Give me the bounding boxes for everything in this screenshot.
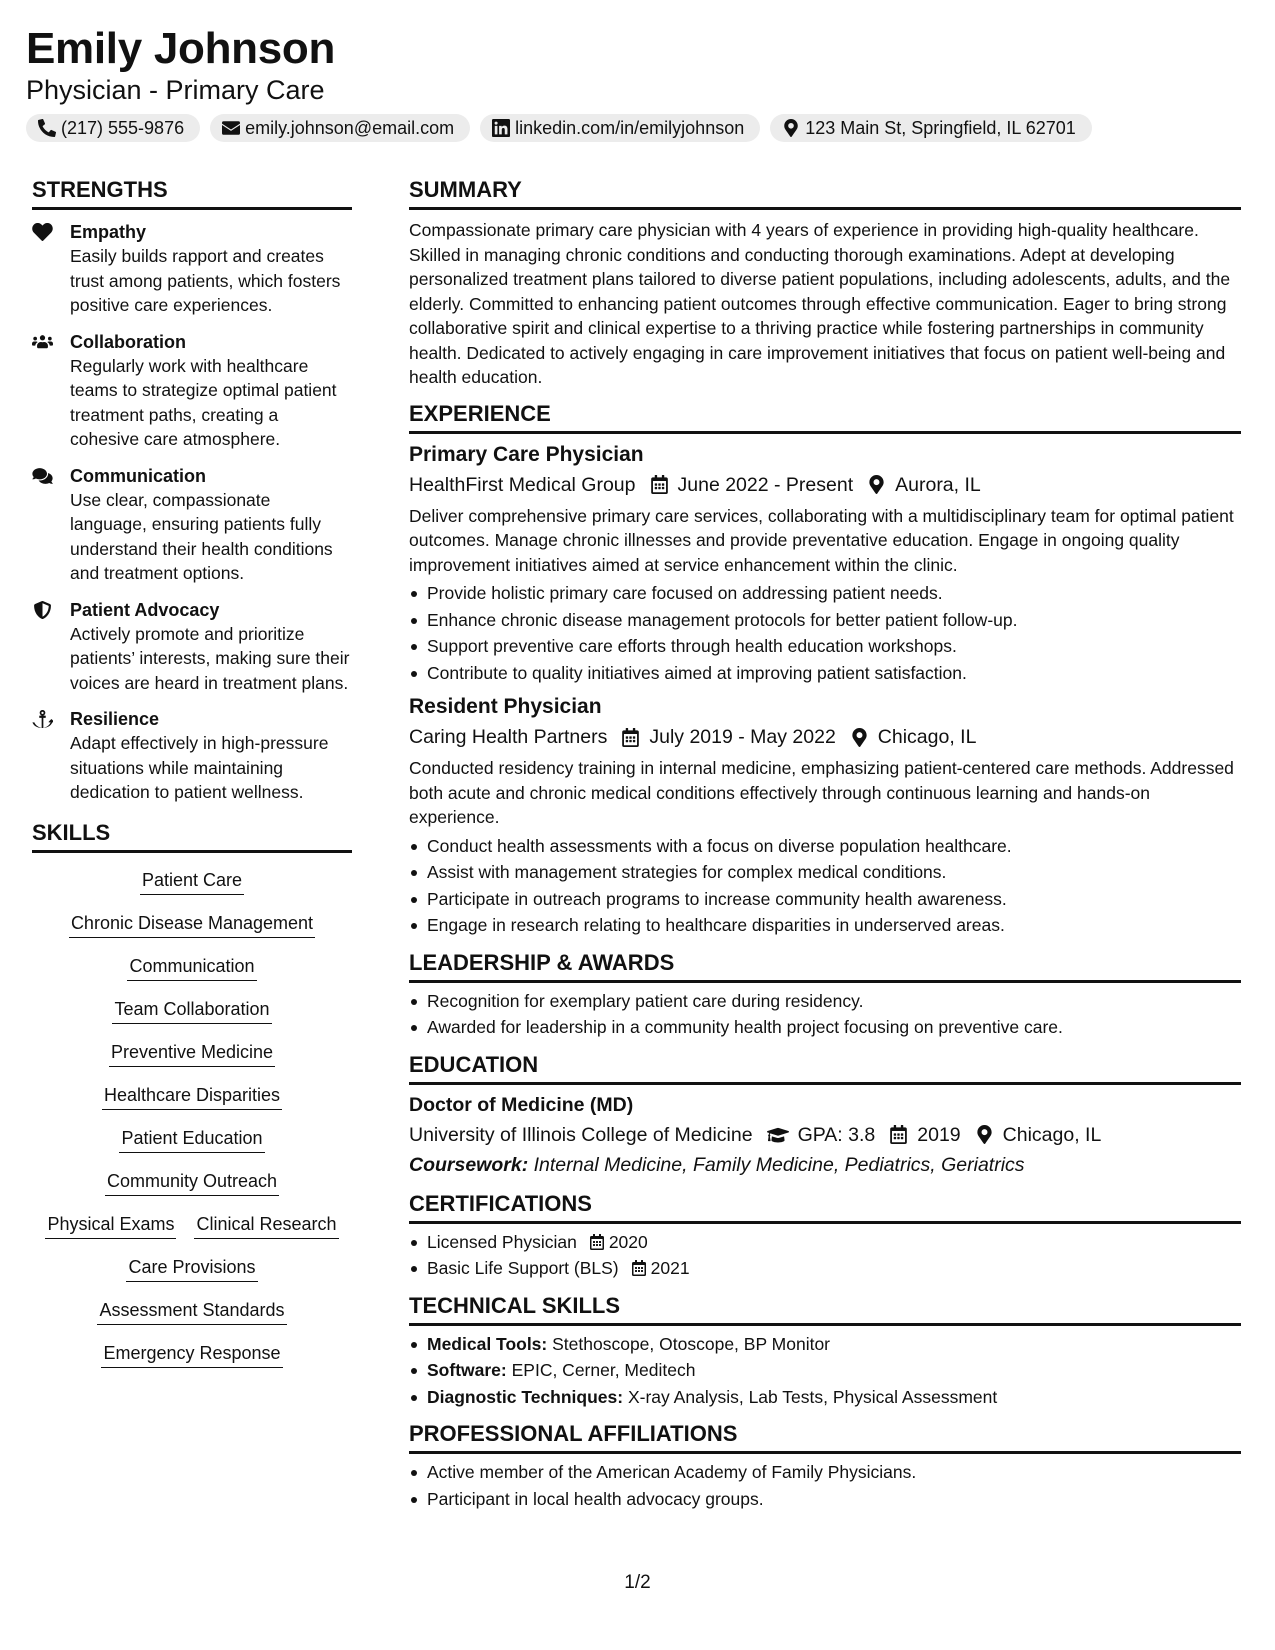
certifications-section	[409, 1190, 1241, 1282]
list-item	[409, 1229, 1241, 1256]
list-item	[409, 1255, 1241, 1282]
job-entry	[409, 692, 1241, 939]
list-item: Provide holistic primary care focused on addressing patient needs.	[409, 580, 1241, 607]
list-item: Recognition for exemplary patient care during residency.	[409, 988, 1241, 1015]
list-item: Support preventive care efforts through health education workshops.	[409, 633, 1241, 660]
contact-address	[770, 114, 1092, 142]
technical-skills-list	[409, 1331, 1241, 1411]
calendar-icon	[650, 475, 669, 494]
tech-value: EPIC, Cerner, Meditech	[511, 1360, 696, 1380]
summary-title: SUMMARY	[409, 176, 1241, 210]
graduation-cap-icon	[767, 1125, 789, 1144]
job-dates: June 2022 - Present	[677, 473, 854, 496]
envelope-icon	[222, 119, 240, 137]
strength-title: Empathy	[70, 222, 147, 242]
coursework-label: Coursework:	[409, 1153, 529, 1176]
job-meta	[409, 722, 1241, 752]
contact-phone-text: (217) 555-9876	[61, 117, 185, 138]
summary-section	[409, 176, 1241, 390]
strength-desc: Actively promote and prioritize patients’ interests, making sure their voices are heard in treatment plans.	[70, 623, 350, 693]
calendar-icon	[589, 1234, 605, 1250]
job-company: HealthFirst Medical Group	[409, 473, 636, 496]
education-year: 2019	[917, 1123, 961, 1146]
education-section	[409, 1051, 1241, 1180]
left-column	[32, 176, 352, 1383]
technical-skills-section	[409, 1292, 1241, 1411]
job-entry	[409, 440, 1241, 687]
skill-tag: Clinical Research	[194, 1211, 338, 1239]
job-bullets	[409, 580, 1241, 686]
affiliations-title: PROFESSIONAL AFFILIATIONS	[409, 1420, 1241, 1454]
contact-linkedin-text: linkedin.com/in/emilyjohnson	[515, 117, 745, 138]
right-column	[409, 176, 1241, 1522]
awards-list	[409, 988, 1241, 1041]
list-item: Engage in research relating to healthcare disparities in underserved areas.	[409, 912, 1241, 939]
map-pin-icon	[850, 728, 869, 747]
education-meta	[409, 1120, 1241, 1150]
linkedin-icon	[492, 119, 510, 137]
calendar-icon	[621, 728, 640, 747]
map-pin-icon	[867, 475, 886, 494]
awards-section	[409, 949, 1241, 1041]
certifications-list	[409, 1229, 1241, 1282]
list-item: Active member of the American Academy of Family Physicians.	[409, 1459, 1241, 1486]
strength-item	[32, 707, 352, 805]
job-meta	[409, 470, 1241, 500]
contact-bar	[26, 114, 1256, 142]
job-location: Aurora, IL	[895, 473, 981, 496]
tech-label: Software:	[427, 1360, 507, 1380]
strength-item	[32, 220, 352, 318]
skill-tag: Team Collaboration	[112, 996, 271, 1024]
contact-email[interactable]	[210, 114, 470, 142]
job-description: Conducted residency training in internal medicine, emphasizing patient-centered care methods. Addressed both acute and chronic medical conditions effectively through continuous learning and hands-on experience.	[409, 758, 1234, 827]
strength-item	[32, 330, 352, 452]
map-pin-icon	[975, 1125, 994, 1144]
skill-tag: Preventive Medicine	[109, 1039, 275, 1067]
comments-icon	[32, 467, 53, 485]
map-pin-icon	[782, 119, 800, 137]
strength-title: Patient Advocacy	[70, 599, 220, 620]
resume-header	[26, 22, 1256, 142]
skill-tag: Assessment Standards	[97, 1297, 286, 1325]
strength-desc: Regularly work with healthcare teams to strategize optimal patient treatment paths, creating a cohesive care atmosphere.	[70, 355, 337, 449]
list-item: Assist with management strategies for complex medical conditions.	[409, 859, 1241, 886]
cert-year: 2021	[650, 1258, 690, 1278]
skill-tag: Emergency Response	[101, 1340, 282, 1368]
list-item	[409, 1384, 1241, 1411]
phone-icon	[38, 119, 56, 137]
strength-item	[32, 464, 352, 586]
tech-label: Diagnostic Techniques:	[427, 1386, 624, 1407]
candidate-name: Emily Johnson	[26, 24, 336, 73]
degree-title: Doctor of Medicine (MD)	[409, 1093, 634, 1116]
awards-title: LEADERSHIP & AWARDS	[409, 949, 1241, 983]
cert-name: Basic Life Support (BLS)	[427, 1258, 619, 1278]
job-title: Resident Physician	[409, 695, 602, 718]
skills-list	[32, 867, 352, 1383]
calendar-icon	[889, 1125, 908, 1144]
page-number: 1/2	[624, 1572, 651, 1593]
contact-linkedin[interactable]	[480, 114, 760, 142]
coursework-list: Internal Medicine, Family Medicine, Pediatrics, Geriatrics	[533, 1153, 1025, 1176]
job-company: Caring Health Partners	[409, 726, 608, 748]
strength-item	[32, 598, 352, 696]
tech-value: X-ray Analysis, Lab Tests, Physical Assessment	[627, 1386, 998, 1407]
strength-title: Resilience	[70, 709, 160, 729]
candidate-role: Physician - Primary Care	[26, 75, 325, 105]
tech-label: Medical Tools:	[427, 1333, 548, 1354]
job-description: Deliver comprehensive primary care services, collaborating with a multidisciplinary team for optimal patient outcomes. Manage chronic illnesses and provide preventative education. Engage in ongoing quality improvement initiatives aimed at service enhancement within the clinic.	[409, 505, 1234, 575]
coursework-line	[409, 1150, 1241, 1180]
education-gpa: GPA: 3.8	[797, 1123, 876, 1146]
strength-title: Communication	[70, 465, 207, 486]
list-item: Conduct health assessments with a focus on diverse population healthcare.	[409, 833, 1241, 860]
strength-desc: Easily builds rapport and creates trust among patients, which fosters positive care experiences.	[70, 246, 341, 315]
certifications-title: CERTIFICATIONS	[409, 1190, 1241, 1224]
list-item	[409, 1357, 1241, 1384]
contact-email-text: emily.johnson@email.com	[245, 117, 455, 138]
skill-tag: Community Outreach	[105, 1168, 279, 1196]
strength-desc: Adapt effectively in high-pressure situations while maintaining dedication to patient wellness.	[70, 733, 329, 802]
affiliations-list	[409, 1459, 1241, 1512]
cert-name: Licensed Physician	[427, 1231, 577, 1252]
list-item	[409, 1331, 1241, 1358]
users-icon	[32, 333, 53, 351]
strengths-list	[32, 220, 352, 805]
education-location: Chicago, IL	[1002, 1123, 1102, 1146]
list-item: Participant in local health advocacy groups.	[409, 1486, 1241, 1513]
job-location: Chicago, IL	[877, 726, 977, 748]
cert-year: 2020	[608, 1231, 648, 1252]
list-item: Participate in outreach programs to increase community health awareness.	[409, 886, 1241, 913]
experience-title: EXPERIENCE	[409, 400, 1241, 434]
job-bullets	[409, 833, 1241, 939]
contact-address-text: 123 Main St, Springfield, IL 62701	[805, 117, 1076, 138]
job-dates: July 2019 - May 2022	[649, 726, 836, 748]
skills-title: SKILLS	[32, 819, 352, 853]
strengths-title: STRENGTHS	[32, 176, 352, 210]
skill-tag: Patient Education	[119, 1125, 264, 1153]
skill-tag: Communication	[127, 953, 256, 981]
skill-tag: Patient Care	[140, 867, 244, 895]
list-item: Awarded for leadership in a community health project focusing on preventive care.	[409, 1014, 1241, 1041]
skill-tag: Physical Exams	[45, 1211, 176, 1239]
tech-value: Stethoscope, Otoscope, BP Monitor	[552, 1333, 831, 1354]
strength-desc: Use clear, compassionate language, ensuring patients fully understand their health conditions and treatment options.	[70, 489, 333, 583]
technical-skills-title: TECHNICAL SKILLS	[409, 1292, 1241, 1326]
list-item: Contribute to quality initiatives aimed at improving patient satisfaction.	[409, 660, 1241, 687]
skill-tag: Healthcare Disparities	[102, 1082, 282, 1110]
calendar-icon	[631, 1260, 647, 1276]
contact-phone[interactable]	[26, 114, 200, 142]
skill-tag: Care Provisions	[126, 1254, 257, 1282]
job-title: Primary Care Physician	[409, 442, 644, 466]
skill-tag: Chronic Disease Management	[69, 910, 315, 938]
strength-title: Collaboration	[70, 331, 186, 352]
shield-icon	[32, 601, 53, 619]
anchor-icon	[32, 710, 53, 728]
heart-icon	[32, 223, 53, 241]
list-item: Enhance chronic disease management protocols for better patient follow-up.	[409, 607, 1241, 634]
experience-section	[409, 400, 1241, 939]
summary-text: Compassionate primary care physician with 4 years of experience in providing high-quality healthcare. Skilled in managing chronic conditions and conducting thorough examinations. Adept at developing personalized treatment plans tailored to diverse patient populations, including adolescents, adults, and the elderly. Committed to enhancing patient outcomes through effective communication. Eager to bring strong collaborative spirit and clinical expertise to a thriving practice while fostering partnerships in community health. Dedicated to actively engaging in care improvement initiatives that focus on patient well-being and health education.	[409, 220, 1231, 387]
affiliations-section	[409, 1420, 1241, 1512]
school-name: University of Illinois College of Medicine	[409, 1123, 753, 1146]
education-title: EDUCATION	[409, 1051, 1241, 1085]
